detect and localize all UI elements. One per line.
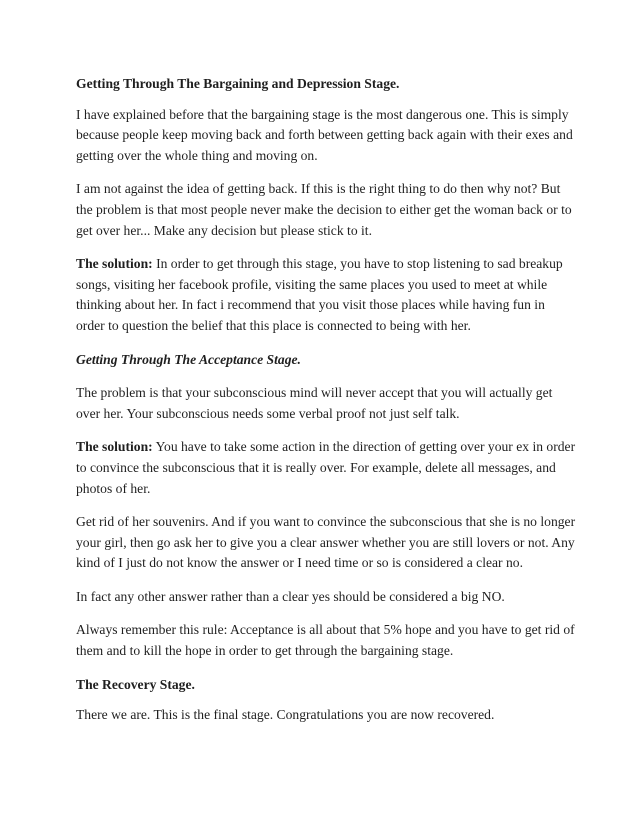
section-heading-bargaining: Getting Through The Bargaining and Depression Stage. bbox=[76, 76, 400, 91]
solution-text: In order to get through this stage, you have to stop listening to sad breakup songs, visiting her facebook profile, visiting the same places you used to meet at while thinking about her. In fact i recommend that you visit those places while having fun in order to question the belief that this place is connected to being with her. bbox=[76, 256, 563, 333]
paragraph-souvenirs: Get rid of her souvenirs. And if you want to convince the subconscious that she is no longer your girl, then go ask her to give you a clear answer whether you are still lovers or not. Any kind of I just do not know the answer or I need time or so is considered a clear no. bbox=[76, 514, 576, 571]
document-page bbox=[76, 74, 576, 739]
paragraph-getting-back: I am not against the idea of getting back. If this is the right thing to do then why not? But the problem is that most people never make the decision to either get the woman back or to get over her... Make any decision but please stick to it. bbox=[76, 181, 572, 238]
section-heading-recovery: The Recovery Stage. bbox=[76, 676, 195, 692]
paragraph-final-stage: There we are. This is the final stage. Congratulations you are now recovered. bbox=[76, 707, 495, 723]
solution-text: You have to take some action in the direction of getting over your ex in order to convince the subconscious that it is really over. For example, delete all messages, and photos of her. bbox=[76, 439, 576, 496]
paragraph-acceptance-solution bbox=[76, 437, 576, 499]
paragraph-bargaining-intro: I have explained before that the bargaining stage is the most dangerous one. This is simply because people keep moving back and forth between getting back again with their exes and getting over the whole thing and moving on. bbox=[76, 106, 573, 163]
paragraph-rule: Always remember this rule: Acceptance is all about that 5% hope and you have to get rid of them and to kill the hope in order to get through the bargaining stage. bbox=[76, 622, 575, 659]
solution-label: The solution: bbox=[76, 256, 153, 272]
paragraph-acceptance-problem: The problem is that your subconscious mind will never accept that you will actually get over her. Your subconscious needs some verbal proof not just self talk. bbox=[76, 385, 553, 421]
section-heading-acceptance: Getting Through The Acceptance Stage. bbox=[76, 351, 301, 367]
solution-label: The solution: bbox=[76, 439, 153, 455]
paragraph-big-no: In fact any other answer rather than a clear yes should be considered a big NO. bbox=[76, 588, 505, 604]
paragraph-bargaining-solution bbox=[76, 254, 576, 336]
